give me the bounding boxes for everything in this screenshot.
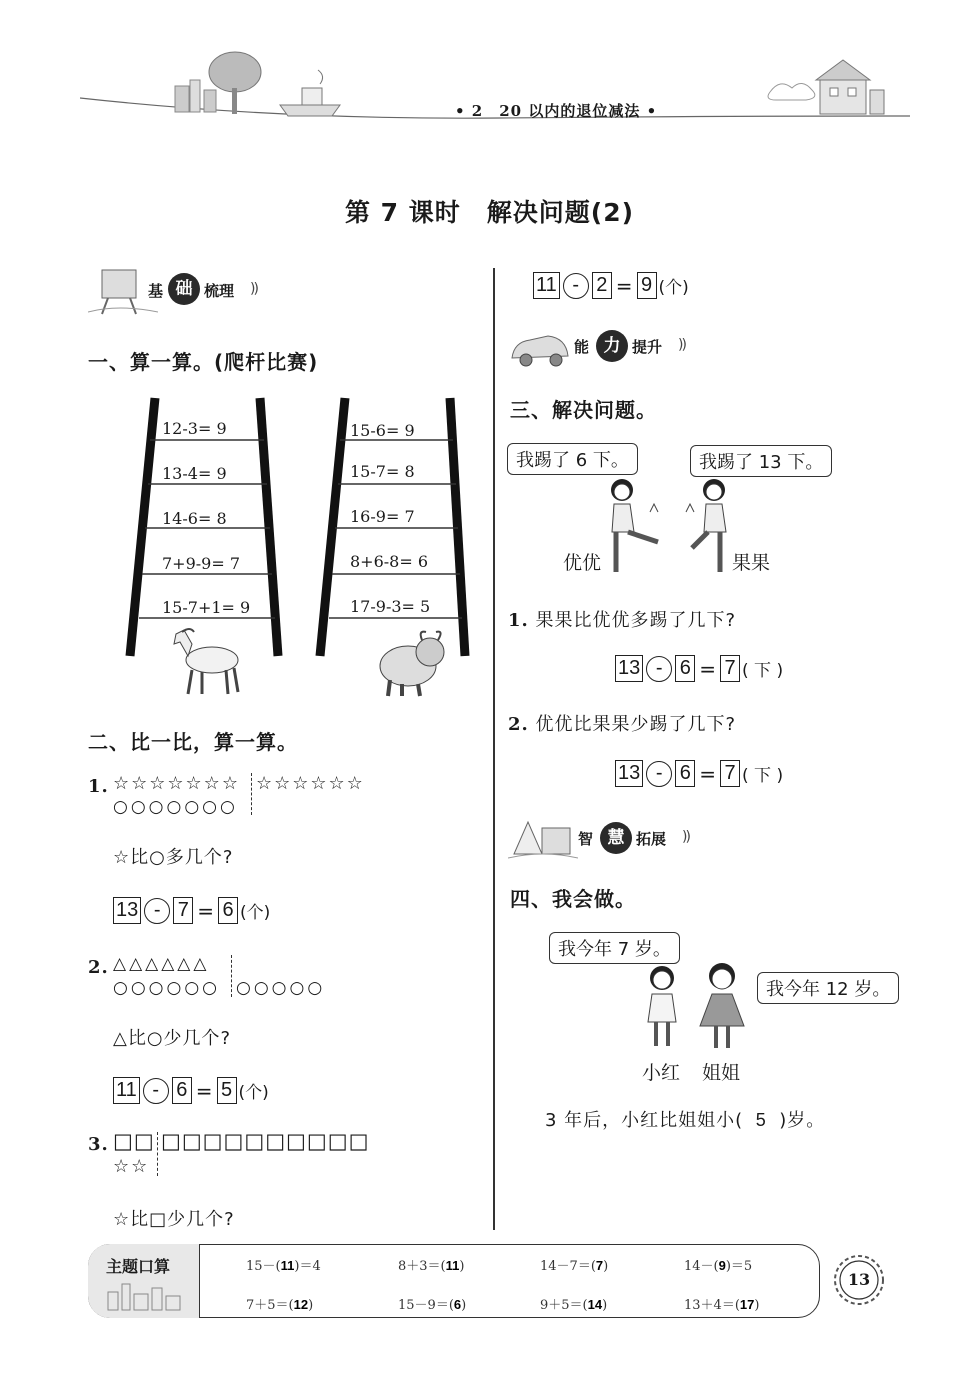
s2-q1-stars-left: ☆☆☆☆☆☆☆ [113, 773, 240, 794]
oral-item-6: 15－9＝(6) [398, 1297, 467, 1313]
s2-q2-num: 2. [88, 957, 109, 978]
badge-waves: )) [682, 829, 689, 845]
eq-sign: = [699, 761, 717, 786]
chapter-title: • 2 20 以内的退位减法 • [455, 102, 658, 120]
s2-q2-question: △比○少几个? [113, 1028, 232, 1049]
ladder-left-eq-2: 13-4= 9 [162, 464, 227, 483]
page-number: 13 [847, 1270, 871, 1289]
eq-box-b[interactable]: 6 [675, 655, 695, 682]
section4-heading: 四、我会做。 [510, 887, 636, 911]
badge-wisdom [508, 814, 708, 862]
eq-box-a[interactable]: 13 [615, 760, 643, 787]
ladder-right-eq-2: 15-7= 8 [350, 462, 415, 481]
s2-q1-stars-right: ☆☆☆☆☆☆ [256, 773, 365, 794]
ladder-right-eq-5: 17-9-3= 5 [350, 597, 431, 616]
s3-q2-equation [615, 760, 783, 787]
oral-answer[interactable]: 14 [587, 1297, 603, 1312]
eq-box-a[interactable]: 11 [533, 272, 560, 299]
eq-sign: = [699, 656, 717, 681]
s2-q3-equation [533, 272, 689, 299]
badge-ability [508, 328, 708, 370]
s4-sentence-post: )岁。 [779, 1110, 826, 1131]
s2-q3-stars: ☆☆ [113, 1156, 150, 1177]
eq-box-c[interactable]: 6 [218, 897, 238, 924]
column-divider [493, 268, 495, 1230]
badge-ability-c: 提升 [632, 338, 663, 356]
s3-q2-text [508, 710, 736, 736]
badge-basic-b: 础 [168, 273, 200, 305]
eq-unit: (个) [238, 1083, 269, 1103]
two-girls-illustration [640, 962, 760, 1052]
s2-q3-squares-right: □□□□□□□□□□ [161, 1129, 370, 1153]
eq-unit: (个) [240, 903, 271, 923]
badge-basic-c: 梳理 [204, 282, 235, 300]
bison-illustration [378, 628, 450, 698]
s4-answer-sentence [545, 1106, 825, 1132]
eq-box-a[interactable]: 13 [615, 655, 643, 682]
badge-wisdom-a: 智 [578, 830, 594, 848]
s2-q3-question: ☆比□少几个? [113, 1209, 235, 1230]
ladder-right-eq-3: 16-9= 7 [350, 507, 415, 526]
ladder-right-eq-1: 15-6= 9 [350, 421, 415, 440]
s3-q2-question: 优优比果果少踢了几下? [535, 714, 737, 735]
ladder-left-eq-1: 12-3= 9 [162, 419, 227, 438]
s2-q1-question: ☆比○多几个? [113, 847, 234, 868]
badge-ability-a: 能 [574, 338, 590, 356]
bubble-jiejie: 我今年 12 岁。 [757, 972, 899, 1004]
eq-box-b[interactable]: 2 [592, 272, 612, 299]
oral-answer[interactable]: 11 [445, 1258, 460, 1273]
oral-calc-label: 主题口算 [106, 1257, 171, 1276]
oral-answer[interactable]: 6 [453, 1297, 462, 1312]
lesson-title: 第 7 课时 解决问题(2) [344, 198, 635, 227]
eq-box-b[interactable]: 6 [172, 1077, 192, 1104]
oral-item-1: 15－(11)＝4 [246, 1258, 321, 1274]
oral-item-7: 9＋5＝(14) [540, 1297, 608, 1313]
s2-q2-circles-left: ○○○○○○ [113, 978, 221, 998]
badge-basic-a: 基 [148, 282, 164, 300]
name-xiaohong: 小红 [642, 1062, 681, 1084]
goat-illustration [170, 626, 245, 698]
badge-wisdom-c: 拓展 [636, 830, 667, 848]
oral-item-8: 13＋4＝(17) [684, 1297, 760, 1313]
bubble-youyou: 我踢了 6 下。 [507, 443, 638, 475]
s2-q2-triangles: △△△△△△ [113, 954, 210, 974]
oral-item-4: 14－(9)＝5 [684, 1258, 753, 1274]
books-icon [508, 814, 578, 860]
oral-answer[interactable]: 9 [718, 1258, 726, 1273]
ladder-left-eq-3: 14-6= 8 [162, 509, 227, 528]
eq-box-c[interactable]: 7 [720, 760, 740, 787]
eq-unit: ( 下 ) [742, 661, 784, 681]
eq-sign: = [195, 1078, 213, 1103]
ladder-left-eq-4: 7+9-9= 7 [162, 554, 241, 573]
eq-box-c[interactable]: 9 [637, 272, 657, 299]
section1-heading: 一、算一算。(爬杆比赛) [88, 350, 319, 374]
eq-box-c[interactable]: 7 [720, 655, 740, 682]
s4-sentence-pre: 3 年后，小红比姐姐小( [545, 1110, 744, 1131]
eq-sign: = [197, 898, 215, 923]
s4-answer-blank[interactable]: 5 [755, 1110, 767, 1130]
name-jiejie: 姐姐 [702, 1062, 741, 1084]
ladder-left-eq-5: 15-7+1= 9 [162, 598, 251, 617]
section2-heading: 二、比一比，算一算。 [88, 730, 298, 754]
s2-q1-circles: ○○○○○○○ [113, 797, 238, 817]
oral-answer[interactable]: 17 [739, 1297, 755, 1312]
badge-waves: )) [678, 337, 685, 353]
eq-box-c[interactable]: 5 [217, 1077, 237, 1104]
ladder-right-eq-4: 8+6-8= 6 [350, 552, 429, 571]
oral-answer[interactable]: 11 [280, 1258, 295, 1273]
s2-q3-divider [157, 1132, 158, 1176]
s3-q1-equation [615, 655, 783, 682]
s2-q1-num: 1. [88, 776, 109, 797]
oral-answer[interactable]: 12 [293, 1297, 309, 1312]
eq-sign: = [615, 273, 633, 298]
oral-answer[interactable]: 7 [595, 1258, 604, 1273]
oral-item-2: 8＋3＝(11) [398, 1258, 465, 1274]
eq-op[interactable]: - [646, 761, 672, 787]
section3-heading: 三、解决问题。 [510, 398, 657, 422]
car-icon [508, 328, 574, 368]
badge-basic [88, 268, 278, 316]
eq-unit: (个) [658, 278, 689, 298]
s2-q2-circles-right: ○○○○○ [236, 978, 326, 998]
eq-op[interactable]: - [646, 656, 672, 682]
s3-q1-question: 果果比优优多踢了几下? [535, 610, 737, 631]
s2-q1-equation [113, 897, 270, 924]
name-youyou: 优优 [563, 552, 602, 574]
oral-item-5: 7＋5＝(12) [246, 1297, 314, 1313]
s3-q2-num: 2. [508, 714, 529, 735]
s2-q2-divider [231, 955, 232, 997]
s2-q3-squares-left: □□ [113, 1129, 155, 1153]
s3-q1-num: 1. [508, 610, 529, 631]
eq-box-b[interactable]: 6 [675, 760, 695, 787]
badge-ability-b: 力 [596, 330, 628, 362]
eq-unit: ( 下 ) [742, 766, 784, 786]
s2-q3-num: 3. [88, 1134, 109, 1155]
eq-op[interactable]: - [144, 898, 170, 924]
eq-box-b[interactable]: 7 [173, 897, 193, 924]
bubble-xiaohong: 我今年 7 岁。 [549, 932, 680, 964]
city-silhouette-icon [100, 1280, 190, 1312]
badge-waves: )) [250, 281, 257, 297]
name-guoguo: 果果 [732, 552, 771, 574]
s2-q1-divider [251, 773, 252, 815]
eq-box-a[interactable]: 11 [113, 1077, 140, 1104]
eq-op[interactable]: - [563, 273, 589, 299]
eq-box-a[interactable]: 13 [113, 897, 141, 924]
s2-q2-equation [113, 1077, 269, 1104]
s3-q1-text [508, 606, 736, 632]
badge-wisdom-b: 慧 [600, 822, 632, 854]
bubble-guoguo: 我踢了 13 下。 [690, 445, 832, 477]
eq-op[interactable]: - [143, 1078, 169, 1104]
oral-item-3: 14－7＝(7) [540, 1258, 609, 1274]
